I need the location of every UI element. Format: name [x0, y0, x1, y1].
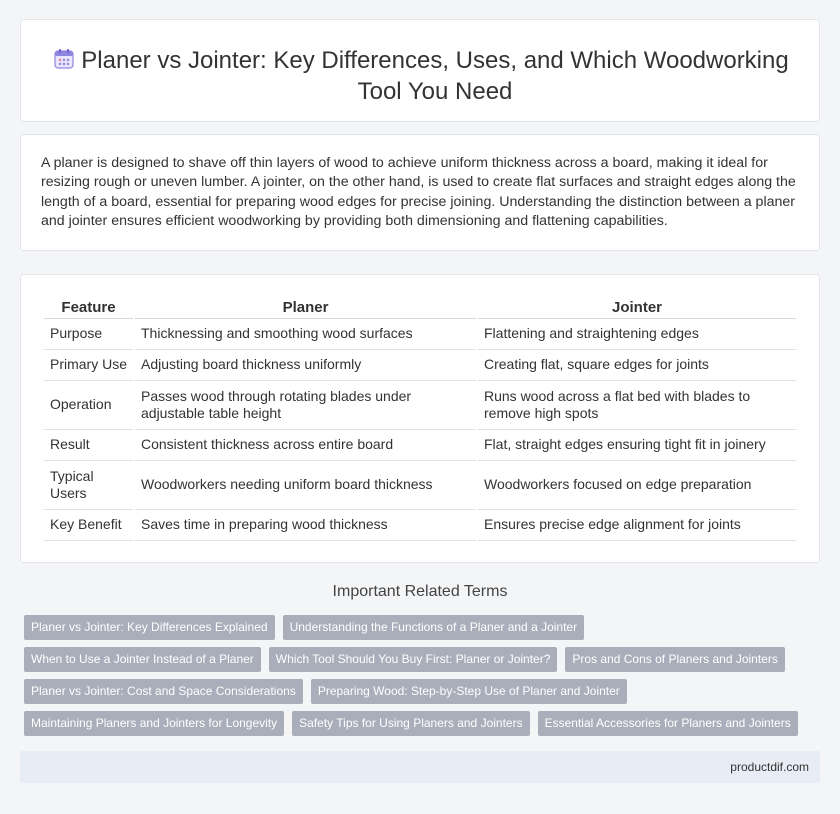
- related-tag[interactable]: Pros and Cons of Planers and Jointers: [565, 647, 784, 672]
- feature-cell: Operation: [44, 381, 133, 430]
- intro-card: [20, 134, 820, 251]
- planer-cell: Woodworkers needing uniform board thickness: [135, 461, 476, 510]
- feature-cell: Typical Users: [44, 461, 133, 510]
- comparison-card: [20, 274, 820, 563]
- header-jointer: Jointer: [478, 297, 796, 319]
- table-header-row: [44, 297, 796, 319]
- jointer-cell: Woodworkers focused on edge preparation: [478, 461, 796, 510]
- intro-paragraph: A planer is designed to shave off thin layers of wood to achieve uniform thickness across a board, making it ideal for resizing rough or uneven lumber. A jointer, on the other hand, is used to create flat surfaces and straight edges along the length of a board, essential for preparing wood edges for precise joining. Understanding the distinction between a planer and jointer ensures efficient woodworking by providing both dimensioning and flattening capabilities.: [41, 155, 796, 230]
- related-tag[interactable]: Safety Tips for Using Planers and Jointers: [292, 711, 529, 736]
- table-row: [44, 350, 796, 381]
- feature-cell: Key Benefit: [44, 510, 133, 541]
- jointer-cell: Runs wood across a flat bed with blades to remove high spots: [478, 381, 796, 430]
- header-feature: Feature: [44, 297, 133, 319]
- planer-cell: Thicknessing and smoothing wood surfaces: [135, 319, 476, 350]
- comparison-table: [42, 297, 798, 541]
- footer-site-link[interactable]: productdif.com: [730, 760, 809, 774]
- feature-cell: Primary Use: [44, 350, 133, 381]
- planer-cell: Passes wood through rotating blades under adjustable table height: [135, 381, 476, 430]
- related-tag[interactable]: Preparing Wood: Step-by-Step Use of Planer and Jointer: [311, 679, 627, 704]
- jointer-cell: Flattening and straightening edges: [478, 319, 796, 350]
- header-planer: Planer: [135, 297, 476, 319]
- related-tag[interactable]: Planer vs Jointer: Cost and Space Considerations: [24, 679, 303, 704]
- jointer-cell: Creating flat, square edges for joints: [478, 350, 796, 381]
- table-row: [44, 461, 796, 510]
- related-tag[interactable]: Which Tool Should You Buy First: Planer or Jointer?: [269, 647, 558, 672]
- jointer-cell: Flat, straight edges ensuring tight fit in joinery: [478, 430, 796, 461]
- table-row: [44, 319, 796, 350]
- related-tag[interactable]: When to Use a Jointer Instead of a Planer: [24, 647, 261, 672]
- related-tag[interactable]: Understanding the Functions of a Planer and a Jointer: [283, 615, 585, 640]
- table-row: [44, 510, 796, 541]
- planer-cell: Saves time in preparing wood thickness: [135, 510, 476, 541]
- feature-cell: Result: [44, 430, 133, 461]
- planer-cell: Adjusting board thickness uniformly: [135, 350, 476, 381]
- planer-cell: Consistent thickness across entire board: [135, 430, 476, 461]
- related-terms-heading: Important Related Terms: [332, 583, 508, 600]
- header-card: [20, 19, 820, 122]
- related-tag[interactable]: Maintaining Planers and Jointers for Longevity: [24, 711, 284, 736]
- related-tag[interactable]: Essential Accessories for Planers and Jointers: [538, 711, 798, 736]
- related-terms-list: [24, 615, 824, 743]
- jointer-cell: Ensures precise edge alignment for joints: [478, 510, 796, 541]
- page-title: Planer vs Jointer: Key Differences, Uses, and Which Woodworking Tool You Need: [81, 47, 789, 105]
- feature-cell: Purpose: [44, 319, 133, 350]
- footer: [20, 751, 820, 783]
- related-tag[interactable]: Planer vs Jointer: Key Differences Explained: [24, 615, 275, 640]
- table-row: [44, 430, 796, 461]
- table-row: [44, 381, 796, 430]
